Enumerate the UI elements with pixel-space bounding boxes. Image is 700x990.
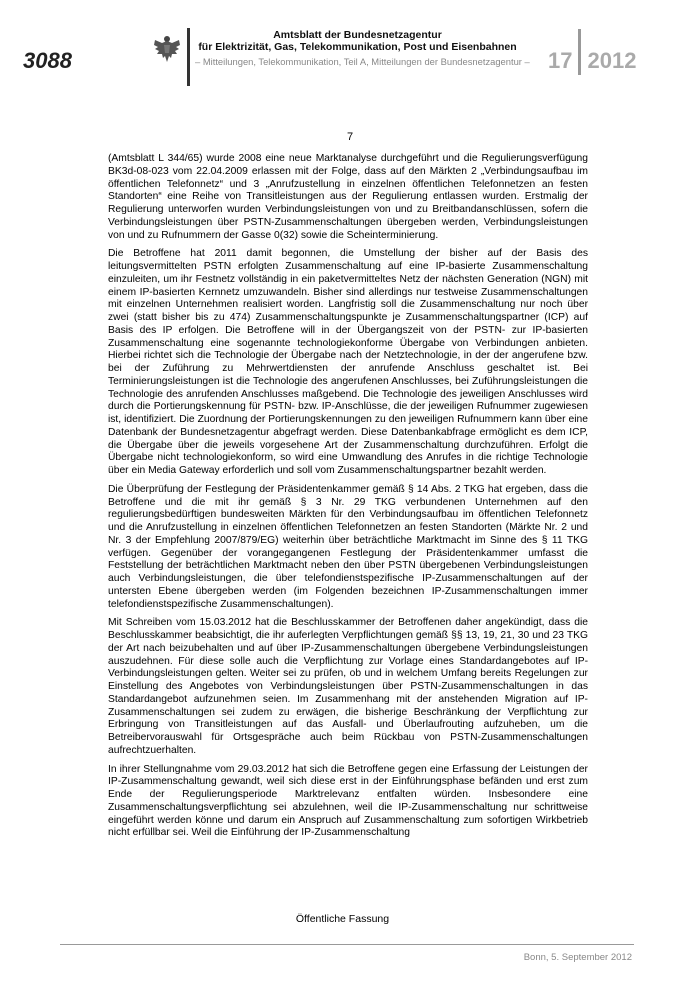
issue-number: 17 [548,48,573,73]
journal-title-line-1: Amtsblatt der Bundesnetzagentur [273,29,442,41]
header-divider [187,28,190,86]
journal-title-line-2: für Elektrizität, Gas, Telekommunikation, Post und Eisenbahnen [198,41,517,53]
body-paragraph: Die Überprüfung der Festlegung der Präsidentenkammer gemäß § 14 Abs. 2 TKG hat ergeben, dass die Betroffene und die mit ihr gemäß § 3 Nr. 29 TKG verbundenen Unternehmen auf den regulierungsbedürftigen bundesweiten Märkten für den Verbindungsaufbau im öffentlichen Telefonnetz und die Anrufzustellung in einzelnen öffentlichen Telefonnetzen an festen Standorten (Märkte Nr. 2 und Nr. 3 der Empfehlung 2007/879/EG) weiterhin über beträchtliche Marktmacht im Sinne des § 11 TKG verfügen. Gegenüber der vorangegangenen Festlegung der Präsidentenkammer umfasst die Feststellung der beträchtlichen Marktmacht neben den über PSTN übergebenen Verbindungsleistungen auch Verbindungsleistungen, die über telefondienstspezifische IP-Zusammenschaltungen auf der untersten Ebene übergeben werden (im Folgenden bezeichnen IP-Zusammenschaltungen immer telefondienstspezifische Zusammenschaltungen). [108,483,588,610]
issue-label [548,48,636,75]
public-version-label: Öffentliche Fassung [295,913,390,925]
body-paragraph: In ihrer Stellungnahme vom 29.03.2012 hat sich die Betroffene gegen eine Erfassung der Leistungen der IP-Zusammenschaltung gewandt, weil sich diese erst in der Einführungsphase befänden und erst zum Ende der Regulierungsperiode Marktrelevanz entfalten würden. Insbesondere eine Zusammenschaltungsverpflichtung sei abzulehnen, weil die IP-Zusammenschaltung nur schrittweise eingeführt werden könne und darum ein Anspruch auf Zusammenschaltung zum sofortigen Wirkbetrieb nicht erfüllbar sei. Weil die Einführung der IP-Zusammenschaltung [108,763,588,839]
document-page-number: 7 [346,131,354,143]
body-paragraph: Mit Schreiben vom 15.03.2012 hat die Beschlusskammer der Betroffenen daher angekündigt, dass die Beschlusskammer beabsichtigt, die ihr auferlegten Verpflichtungen gemäß §§ 13, 19, 21, 30 und 23 TKG der Art nach beizubehalten und auf über IP-Zusammenschaltungen übergebene Verbindungsleistungen auszudehnen. Für diese solle auch die Verpflichtung zur Vorlage eines Standardangebotes auf IP-Verbindungsleistungen gelten. Weiter sei zu prüfen, ob und in welchem Umfang bereits Regelungen zur Einstellung des Angebotes von Verbindungsleistungen über PSTN-Zusammenschaltungen in das Standardangebot aufzunehmen seien. Im Zusammenhang mit der anstehenden Migration auf IP-Zusammenschaltungen sei zudem zu erwägen, die bisherige Beschränkung der Verpflichtung zur Erbringung von Transitleistungen auf das Ausfall- und Überlaufrouting aufzuheben, um die Betreibervorauswahl für Ortsgespräche auch beim Rückbau von PSTN-Zusammenschaltungen aufrechtzuerhalten. [108,617,588,756]
issue-year: 2012 [587,48,637,73]
body-paragraph: (Amtsblatt L 344/65) wurde 2008 eine neue Marktanalyse durchgeführt und die Regulierungsverfügung BK3d-08-023 vom 22.04.2009 erlassen mit der Folge, dass auf den Märkten 2 „Verbindungsaufbau im öffentlichen Telefonnetz“ und 3 „Anrufzustellung in einzelnen öffentlichen Telefonnetzen an festen Standorten“ eine Reihe von Transitleistungen aus der Regulierung entlassen wurden. Erstmalig der Regulierung unterworfen wurden Verbindungsleistungen von und zu Breitbandanschlüssen, sofern die Verbindungsleistungen über PSTN-Zusammenschaltungen übergeben werden, Verbindungsleistungen von und zu Rufnummern der Gasse 0(32) sowie die Scheinterminierung. [108,153,588,241]
body-paragraph: Die Betroffene hat 2011 damit begonnen, die Umstellung der bisher auf der Basis des leitungsvermittelten PSTN erfolgten Zusammenschaltung auf eine IP-basierte Zusammenschaltung einzuleiten, um ihr Festnetz vollständig in ein paketvermitteltes Netz der nächsten Generation (NGN) mit einem IP-basierten Kernnetz umzuwandeln. Bisher sind allerdings nur testweise Zusammenschaltungen mit einzelnen Unternehmen realisiert worden. Langfristig soll die Zusammenschaltung nur noch über zwei (statt bisher bis zu 474) Zusammenschaltungspunkte je Zusammenschaltungspartner (ICP) auf Basis des IP erfolgen. Die Betroffene will in der Übergangszeit von der PSTN- zur IP-basierten Zusammenschaltung eine sogenannte technologiekonforme Übergabe von Verbindungen anbieten. Hierbei richtet sich die Technologie der Übergabe nach der Netztechnologie, in der der angerufene bzw. bei der Zuführung zu Mehrwertdiensten der anrufende Anschluss geschaltet ist. Bei Terminierungsleistungen ist die Technologie des angerufenen Anschlusses, bei Zuführungsleistungen die Technologie des anrufenden Anschlusses maßgebend. Die Technologie des jeweiligen Anschlusses wird durch die Portierungskennung für PSTN- bzw. IP-Anschlüsse, die der jeweiligen Rufnummer zugewiesen ist, identifiziert. Die Zuordnung der Portierungskennungen zu den jeweiligen Rufnummern kann über eine Datenbank der Bundesnetzagentur abgefragt werden. Diese Datenbankabfrage ermöglicht es dem ICP, die Übergabe über die jeweils vorgesehene Art der Zusammenschaltung durchzuführen. Erfolgt die Übergabe nicht technologiekonform, so wird eine Umwandlung des Anrufes in die richtige Technologie über ein Media Gateway erforderlich und soll vom Zusammenschaltungspartner bezahlt werden. [108,248,588,476]
document-body [108,153,588,846]
federal-eagle-icon [152,34,182,64]
page-number: 3088 [23,48,72,73]
issue-divider [578,29,581,75]
publication-date: Bonn, 5. September 2012 [523,952,632,963]
journal-title [195,29,520,53]
journal-subtitle: – Mitteilungen, Telekommunikation, Teil A, Mitteilungen der Bundesnetzagentur – [195,56,530,67]
footer-divider [60,944,634,945]
